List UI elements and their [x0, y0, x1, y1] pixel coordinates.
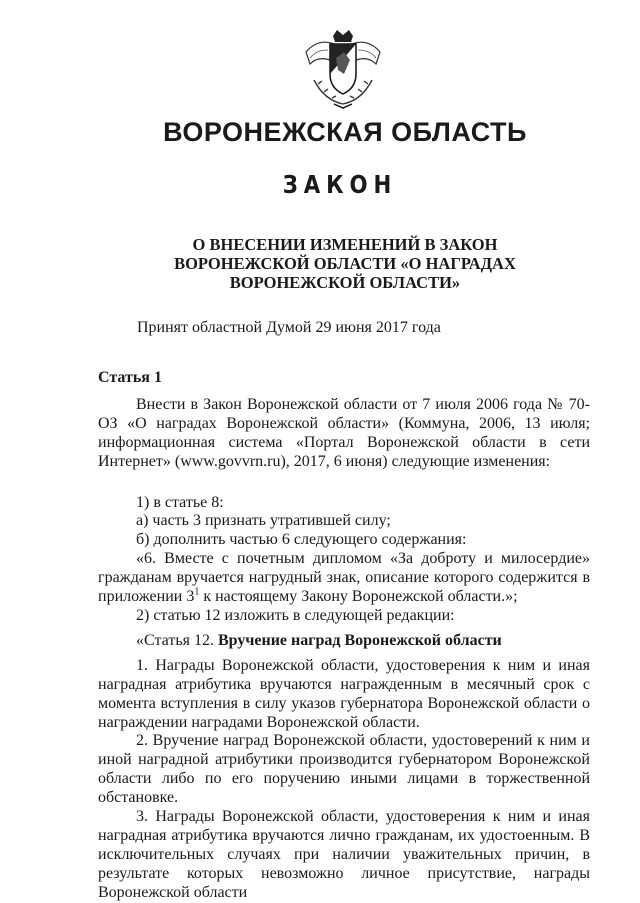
law-title-line: ВОРОНЕЖСКОЙ ОБЛАСТИ «О НАГРАДАХ: [174, 254, 516, 273]
article-intro: Внести в Закон Воронежской области от 7 июля 2006 года № 70-ОЗ «О наградах Воронежской области» (Коммуна, 2006, 13 июля; информационная система «Портал Воронежской области в сети Интернет» (www.govvrn.ru), 2017, 6 июня) следующие изменения:: [98, 395, 590, 470]
document-body: [98, 369, 590, 903]
part-6-tail: к настоящему Закону Воронежской области.»;: [199, 588, 518, 606]
document-type: ЗАКОН: [282, 170, 398, 199]
law-title-line: О ВНЕСЕНИИ ИЗМЕНЕНИЙ В ЗАКОН: [192, 235, 498, 254]
amendment-subitem: б) дополнить частью 6 следующего содержания:: [136, 531, 467, 549]
article-12-paragraph: 2. Вручение наград Воронежской области, удостоверений к ним и иной наградной атрибутики производится губернатором Воронежской области либо по его поручению иными лицами в торжественной обстановке.: [98, 732, 590, 807]
amendment-item: 2) статью 12 изложить в следующей редакции:: [136, 606, 455, 624]
appendix-superscript: 1: [194, 586, 200, 598]
article-12-heading: [98, 632, 590, 651]
article-heading: Статья 1: [98, 369, 162, 386]
law-title-line: ВОРОНЕЖСКОЙ ОБЛАСТИ»: [229, 273, 461, 292]
part-6-main: «6. Вместе с почетным дипломом «За доброту и милосердие» гражданам вручается нагрудный знак, описание которого содержится в приложении 3: [98, 550, 590, 606]
amendment-subitem: а) часть 3 признать утратившей силу;: [136, 512, 391, 530]
article-12-paragraph: 3. Награды Воронежской области, удостоверения к ним и иная наградная атрибутика вручаются лично гражданам, их удостоенным. В исключительных случаях при наличии уважительных причин, в результате которых невозможно личное присутствие, награды Воронежской области: [98, 808, 590, 901]
coat-of-arms-icon: [300, 30, 386, 110]
article-12-title: Вручение наград Воронежской области: [217, 631, 502, 649]
article-12-paragraph: 1. Награды Воронежской области, удостоверения к ним и иная наградная атрибутика вручаются награжденным в месячный срок с момента вступления в силу указов губернатора Воронежской области о награждении наградами Воронежской области.: [98, 656, 590, 731]
adoption-date: Принят областной Думой 29 июня 2017 года: [137, 319, 441, 336]
law-title: [150, 235, 540, 292]
part-6-text: [98, 550, 590, 607]
amendment-item: 1) в статье 8:: [136, 493, 224, 511]
region-title: ВОРОНЕЖСКАЯ ОБЛАСТЬ: [163, 117, 527, 147]
article-12-prefix: «Статья 12.: [136, 631, 218, 649]
